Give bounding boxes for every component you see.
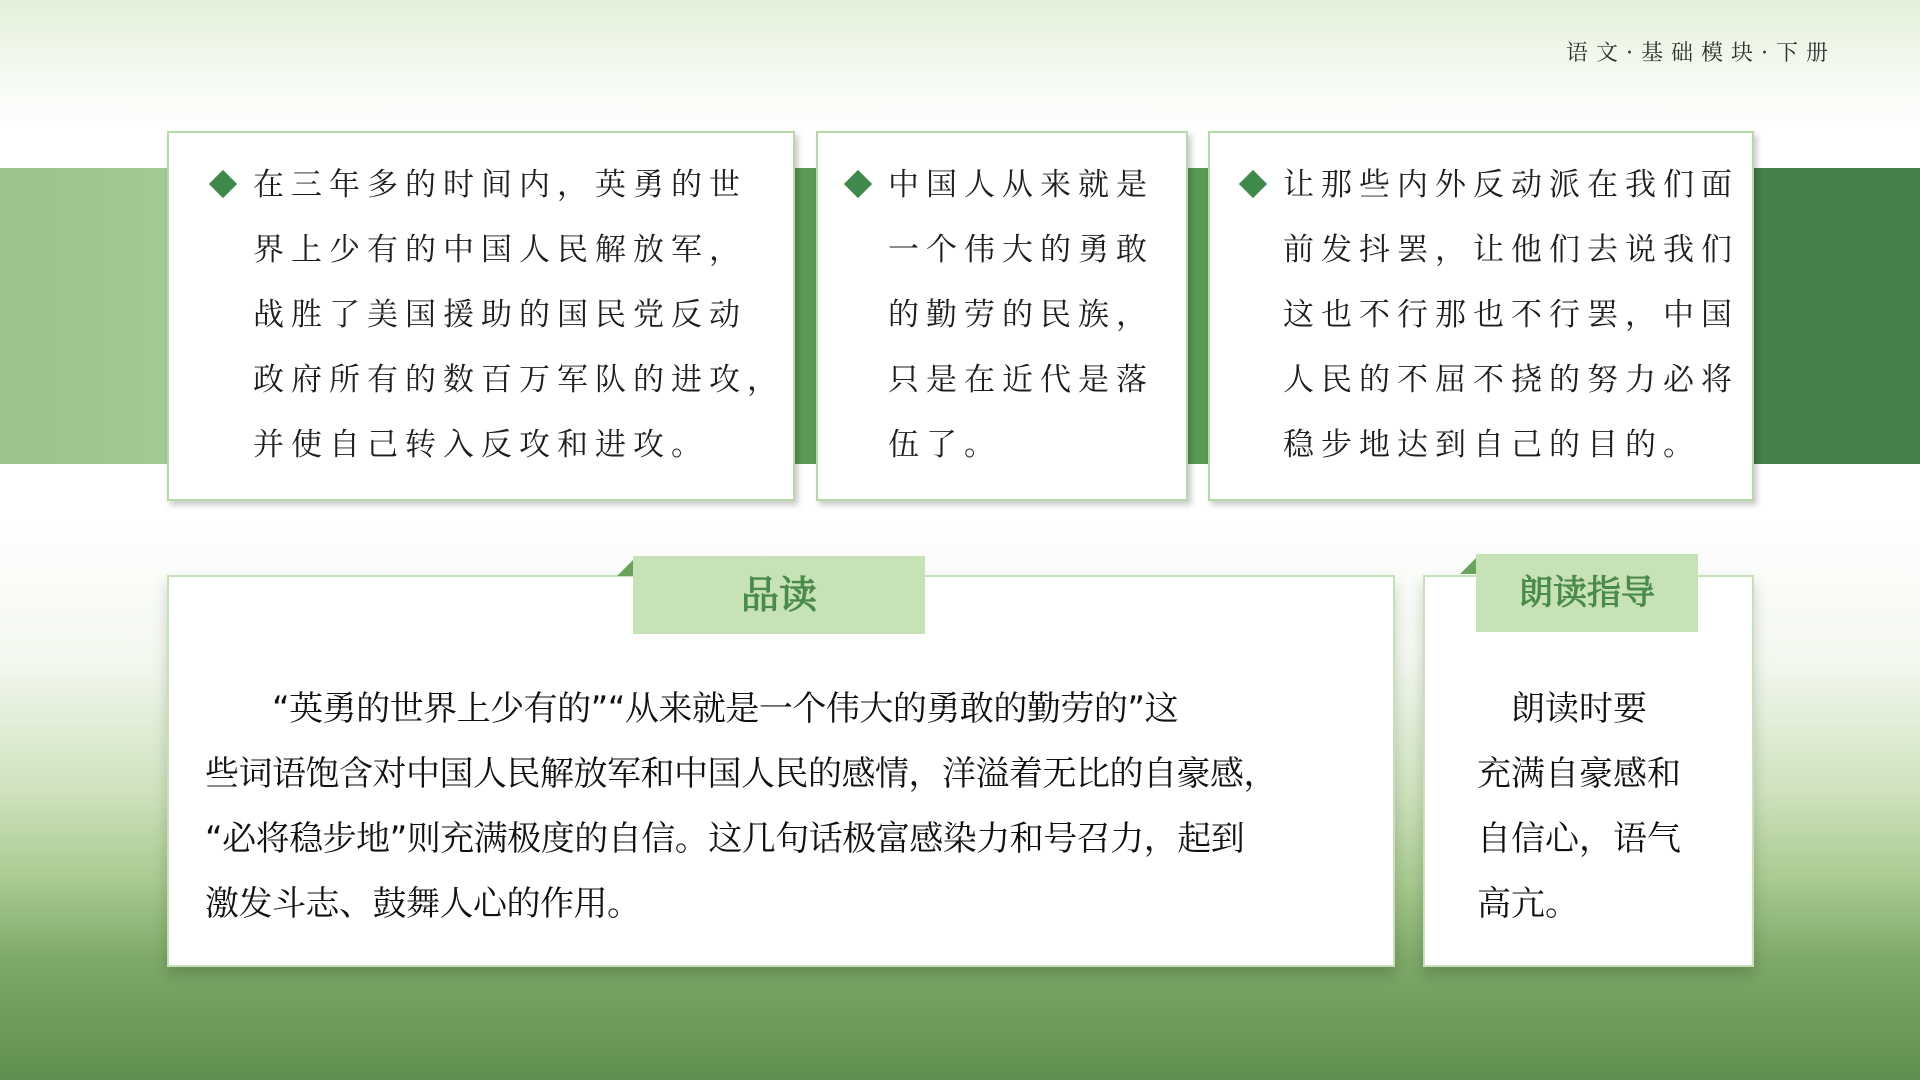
guide-line: 高亢。 — [1477, 884, 1579, 924]
quote-line: 战胜了美国援助的国民党反动 — [253, 297, 747, 333]
tab-fold-decor — [1460, 558, 1476, 574]
quote-line: 只是在近代是落 — [888, 362, 1154, 398]
quote-card-1 — [167, 131, 795, 501]
reading-guide-text — [1477, 677, 1737, 937]
quote-line: 这也不行那也不行罢，中国 — [1283, 297, 1739, 333]
quote-line: 政府所有的数百万军队的进攻， — [253, 362, 785, 398]
analysis-line: 些词语饱含对中国人民解放军和中国人民的感情，洋溢着无比的自豪感， — [205, 754, 1277, 794]
diamond-bullet-icon — [1239, 170, 1267, 198]
reading-guide-box — [1423, 575, 1754, 967]
quote-line: 并使自己转入反攻和进攻。 — [253, 427, 709, 463]
quote-text-3 — [1283, 153, 1739, 478]
guide-line: 自信心，语气 — [1477, 819, 1681, 859]
diamond-bullet-icon — [844, 170, 872, 198]
reading-guide-tab-label: 朗读指导 — [1476, 554, 1698, 632]
quote-card-3 — [1208, 131, 1754, 501]
quote-text-2 — [888, 153, 1154, 478]
analysis-text — [205, 677, 1375, 937]
guide-line: 朗读时要 — [1477, 689, 1647, 729]
quote-line: 前发抖罢，让他们去说我们 — [1283, 232, 1739, 268]
guide-line: 充满自豪感和 — [1477, 754, 1681, 794]
tab-fold-decor — [617, 560, 633, 576]
analysis-line: “英勇的世界上少有的”“从来就是一个伟大的勇敢的勤劳的”这 — [205, 689, 1178, 729]
decor-band-right — [1730, 168, 1920, 464]
quote-line: 稳步地达到自己的目的。 — [1283, 427, 1701, 463]
module-title: 语文·基础模块·下册 — [1566, 41, 1836, 66]
quote-line: 一个伟大的勇敢 — [888, 232, 1154, 268]
quote-line: 的勤劳的民族， — [888, 297, 1154, 333]
analysis-tab-label: 品读 — [633, 556, 925, 634]
diamond-bullet-icon — [209, 170, 237, 198]
quote-line: 中国人从来就是 — [888, 167, 1154, 203]
quote-line: 人民的不屈不挠的努力必将 — [1283, 362, 1739, 398]
quote-card-2 — [816, 131, 1188, 501]
quote-line: 在三年多的时间内，英勇的世 — [253, 167, 747, 203]
quote-text-1 — [253, 153, 785, 478]
analysis-line: 激发斗志、鼓舞人心的作用。 — [205, 884, 641, 924]
analysis-line: “必将稳步地”则充满极度的自信。这几句话极富感染力和号召力，起到 — [205, 819, 1245, 859]
quote-line: 让那些内外反动派在我们面 — [1283, 167, 1739, 203]
quote-line: 伍了。 — [888, 427, 1002, 463]
quote-line: 界上少有的中国人民解放军， — [253, 232, 747, 268]
